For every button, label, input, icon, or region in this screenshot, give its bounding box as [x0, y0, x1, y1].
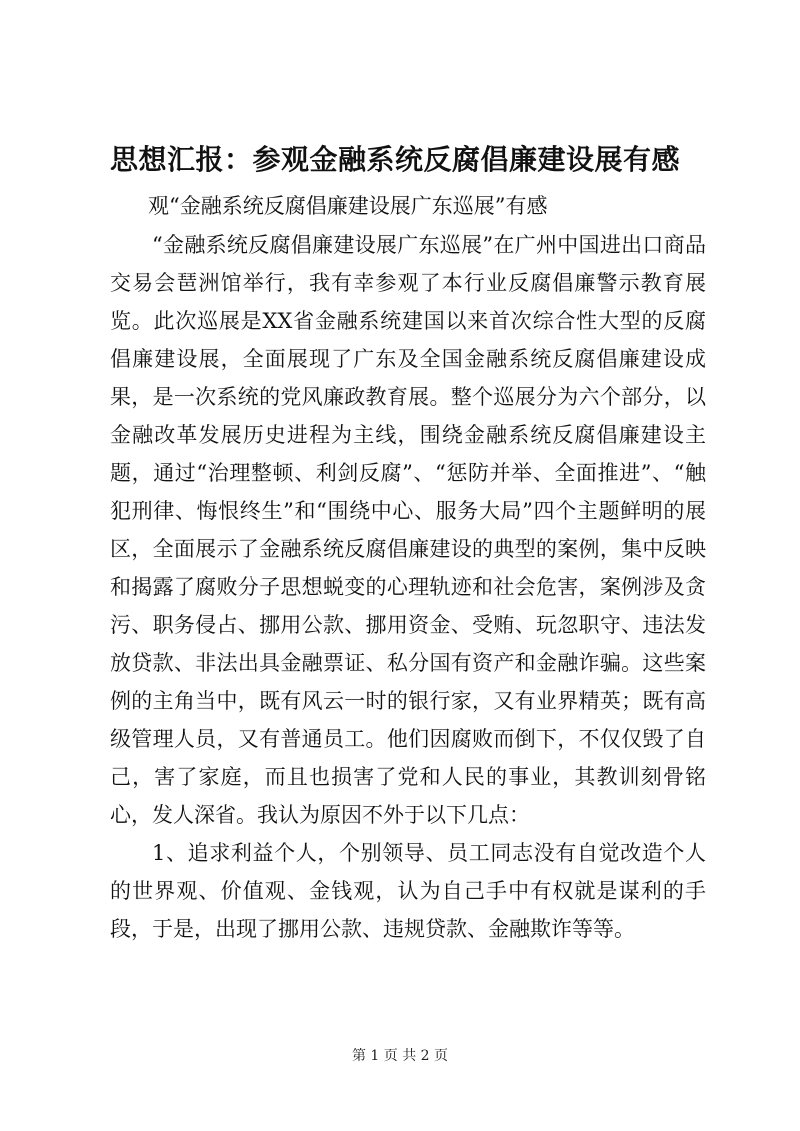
page-number-footer: 第 1 页 共 2 页	[351, 1048, 449, 1064]
document-subtitle: 观“金融系统反腐倡廉建设展广东巡展”有感	[148, 194, 548, 218]
document-title: 思想汇报：参观金融系统反腐倡廉建设展有感	[110, 143, 681, 176]
body-paragraph: “金融系统反腐倡廉建设展广东巡展”在广州中国进出口商品交易会琶洲馆举行，我有幸参观了本行业反腐倡廉警示教育展览。此次巡展是XX省金融系统建国以来首次综合性大型的反腐倡廉建设展，全面展现了广东及全国金融系统反腐倡廉建设成果，是一次系统的党风廉政教育展。整个巡展分为六个部分，以金融改革发展历史进程为主线，围绕金融系统反腐倡廉建设主题，通过“治理整顿、利剑反腐”、“惩防并举、全面推进”、“触犯刑律、悔恨终生”和“围绕中心、服务大局”四个主题鲜明的展区，全面展示了金融系统反腐倡廉建设的典型的案例，集中反映和揭露了腐败分子思想蜕变的心理轨迹和社会危害，案例涉及贪污、职务侵占、挪用公款、挪用资金、受贿、玩忽职守、违法发放贷款、非法出具金融票证、私分国有资产和金融诈骗。这些案例的主角当中，既有风云一时的银行家，又有业界精英；既有高级管理人员，又有普通员工。他们因腐败而倒下，不仅仅毁了自己，害了家庭，而且也损害了党和人民的事业，其教训刻骨铭心，发人深省。我认为原因不外于以下几点：	[110, 233, 706, 827]
body-paragraph: 1、追求利益个人，个别领导、员工同志没有自觉改造个人的世界观、价值观、金钱观，认为自己手中有权就是谋利的手段，于是，出现了挪用公款、违规贷款、金融欺诈等等。	[110, 841, 706, 941]
